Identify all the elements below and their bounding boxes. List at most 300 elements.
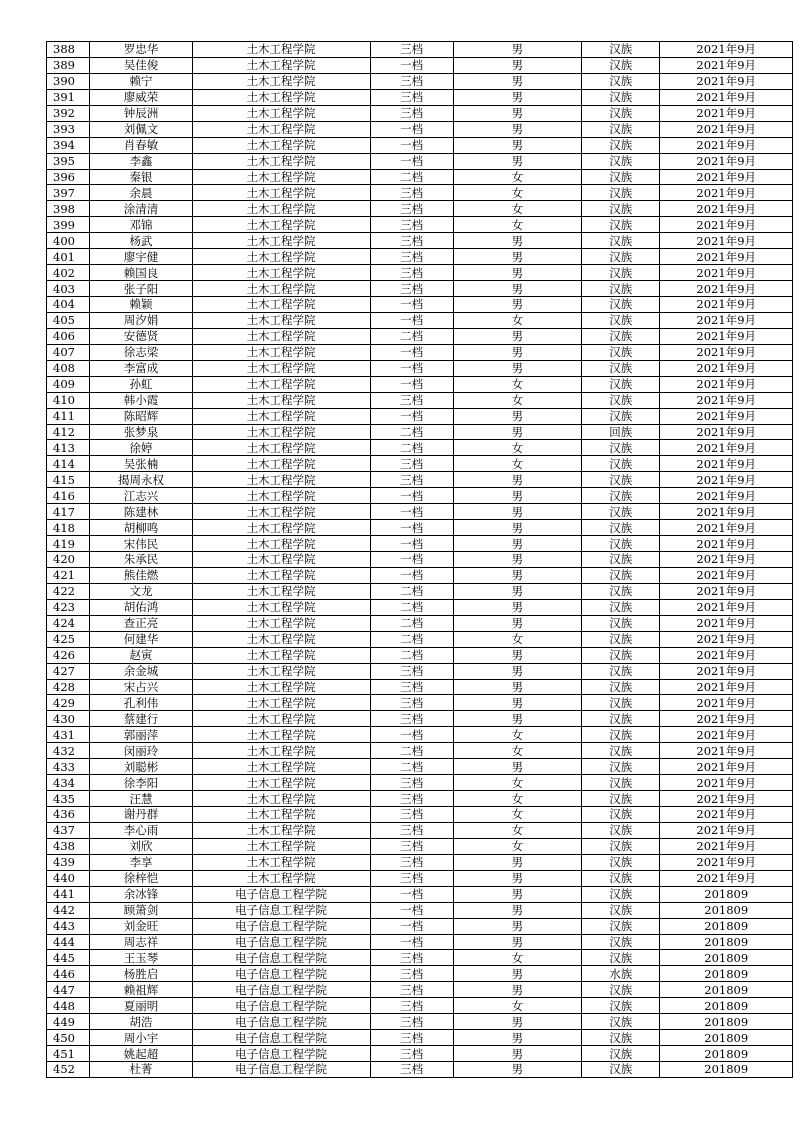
grade-level-cell: 三档: [370, 105, 453, 121]
enrollment-date-cell: 201809: [660, 902, 793, 918]
college-cell: 土木工程学院: [192, 583, 370, 599]
ethnicity-cell: 汉族: [582, 105, 660, 121]
grade-level-cell: 三档: [370, 982, 453, 998]
serial-number-cell: 414: [47, 456, 90, 472]
enrollment-date-cell: 2021年9月: [660, 121, 793, 137]
college-cell: 土木工程学院: [192, 121, 370, 137]
table-row: [47, 1062, 793, 1078]
college-cell: 土木工程学院: [192, 775, 370, 791]
table-body: [47, 42, 793, 1078]
ethnicity-cell: 汉族: [582, 536, 660, 552]
grade-level-cell: 二档: [370, 583, 453, 599]
table-row: [47, 982, 793, 998]
gender-cell: 男: [453, 599, 581, 615]
enrollment-date-cell: 2021年9月: [660, 408, 793, 424]
enrollment-date-cell: 2021年9月: [660, 440, 793, 456]
grade-level-cell: 一档: [370, 886, 453, 902]
ethnicity-cell: 汉族: [582, 679, 660, 695]
table-row: [47, 153, 793, 169]
college-cell: 电子信息工程学院: [192, 1062, 370, 1078]
enrollment-date-cell: 201809: [660, 918, 793, 934]
college-cell: 土木工程学院: [192, 169, 370, 185]
enrollment-date-cell: 2021年9月: [660, 360, 793, 376]
table-row: [47, 647, 793, 663]
ethnicity-cell: 汉族: [582, 312, 660, 328]
gender-cell: 女: [453, 807, 581, 823]
gender-cell: 男: [453, 42, 581, 58]
enrollment-date-cell: 2021年9月: [660, 185, 793, 201]
ethnicity-cell: 汉族: [582, 950, 660, 966]
gender-cell: 男: [453, 679, 581, 695]
table-row: [47, 583, 793, 599]
gender-cell: 男: [453, 647, 581, 663]
ethnicity-cell: 汉族: [582, 440, 660, 456]
name-cell: 陈建林: [90, 504, 192, 520]
name-cell: 杜菁: [90, 1062, 192, 1078]
serial-number-cell: 437: [47, 822, 90, 838]
grade-level-cell: 三档: [370, 1062, 453, 1078]
name-cell: 邓锦: [90, 217, 192, 233]
table-row: [47, 934, 793, 950]
serial-number-cell: 444: [47, 934, 90, 950]
serial-number-cell: 395: [47, 153, 90, 169]
table-row: [47, 567, 793, 583]
serial-number-cell: 401: [47, 249, 90, 265]
gender-cell: 女: [453, 822, 581, 838]
enrollment-date-cell: 2021年9月: [660, 822, 793, 838]
college-cell: 土木工程学院: [192, 488, 370, 504]
gender-cell: 男: [453, 121, 581, 137]
name-cell: 蔡建行: [90, 711, 192, 727]
name-cell: 周小宇: [90, 1030, 192, 1046]
serial-number-cell: 394: [47, 137, 90, 153]
enrollment-date-cell: 2021年9月: [660, 265, 793, 281]
gender-cell: 男: [453, 663, 581, 679]
enrollment-date-cell: 201809: [660, 1062, 793, 1078]
grade-level-cell: 一档: [370, 153, 453, 169]
gender-cell: 男: [453, 902, 581, 918]
serial-number-cell: 449: [47, 1014, 90, 1030]
gender-cell: 男: [453, 966, 581, 982]
gender-cell: 男: [453, 153, 581, 169]
college-cell: 土木工程学院: [192, 472, 370, 488]
name-cell: 廖宇健: [90, 249, 192, 265]
grade-level-cell: 三档: [370, 711, 453, 727]
gender-cell: 男: [453, 536, 581, 552]
enrollment-date-cell: 2021年9月: [660, 89, 793, 105]
college-cell: 土木工程学院: [192, 838, 370, 854]
table-row: [47, 89, 793, 105]
table-row: [47, 376, 793, 392]
table-row: [47, 297, 793, 313]
name-cell: 孔利伟: [90, 695, 192, 711]
gender-cell: 男: [453, 504, 581, 520]
name-cell: 韩小霞: [90, 392, 192, 408]
college-cell: 土木工程学院: [192, 599, 370, 615]
serial-number-cell: 406: [47, 328, 90, 344]
enrollment-date-cell: 2021年9月: [660, 727, 793, 743]
table-row: [47, 440, 793, 456]
name-cell: 汪慧: [90, 791, 192, 807]
serial-number-cell: 421: [47, 567, 90, 583]
ethnicity-cell: 汉族: [582, 631, 660, 647]
enrollment-date-cell: 2021年9月: [660, 233, 793, 249]
name-cell: 张子阳: [90, 281, 192, 297]
grade-level-cell: 三档: [370, 265, 453, 281]
name-cell: 文龙: [90, 583, 192, 599]
gender-cell: 男: [453, 1062, 581, 1078]
table-row: [47, 344, 793, 360]
college-cell: 土木工程学院: [192, 137, 370, 153]
grade-level-cell: 一档: [370, 57, 453, 73]
ethnicity-cell: 汉族: [582, 934, 660, 950]
grade-level-cell: 三档: [370, 679, 453, 695]
name-cell: 吴佳俊: [90, 57, 192, 73]
college-cell: 土木工程学院: [192, 567, 370, 583]
gender-cell: 女: [453, 775, 581, 791]
gender-cell: 女: [453, 838, 581, 854]
serial-number-cell: 443: [47, 918, 90, 934]
enrollment-date-cell: 2021年9月: [660, 105, 793, 121]
ethnicity-cell: 汉族: [582, 838, 660, 854]
ethnicity-cell: 汉族: [582, 663, 660, 679]
serial-number-cell: 448: [47, 998, 90, 1014]
gender-cell: 男: [453, 89, 581, 105]
name-cell: 余金城: [90, 663, 192, 679]
enrollment-date-cell: 2021年9月: [660, 201, 793, 217]
name-cell: 闵丽玲: [90, 743, 192, 759]
grade-level-cell: 三档: [370, 870, 453, 886]
table-row: [47, 488, 793, 504]
name-cell: 胡佑鸿: [90, 599, 192, 615]
name-cell: 李心雨: [90, 822, 192, 838]
grade-level-cell: 二档: [370, 743, 453, 759]
serial-number-cell: 405: [47, 312, 90, 328]
college-cell: 土木工程学院: [192, 759, 370, 775]
college-cell: 电子信息工程学院: [192, 950, 370, 966]
ethnicity-cell: 汉族: [582, 89, 660, 105]
enrollment-date-cell: 2021年9月: [660, 328, 793, 344]
enrollment-date-cell: 2021年9月: [660, 567, 793, 583]
grade-level-cell: 一档: [370, 552, 453, 568]
gender-cell: 男: [453, 233, 581, 249]
table-row: [47, 791, 793, 807]
gender-cell: 女: [453, 998, 581, 1014]
grade-level-cell: 三档: [370, 838, 453, 854]
table-row: [47, 599, 793, 615]
table-row: [47, 169, 793, 185]
ethnicity-cell: 汉族: [582, 1030, 660, 1046]
table-row: [47, 663, 793, 679]
name-cell: 刘欣: [90, 838, 192, 854]
grade-level-cell: 一档: [370, 727, 453, 743]
ethnicity-cell: 汉族: [582, 918, 660, 934]
enrollment-date-cell: 2021年9月: [660, 552, 793, 568]
enrollment-date-cell: 201809: [660, 982, 793, 998]
college-cell: 土木工程学院: [192, 663, 370, 679]
gender-cell: 男: [453, 552, 581, 568]
enrollment-date-cell: 201809: [660, 886, 793, 902]
name-cell: 郭丽萍: [90, 727, 192, 743]
table-row: [47, 711, 793, 727]
grade-level-cell: 一档: [370, 297, 453, 313]
table-row: [47, 966, 793, 982]
grade-level-cell: 三档: [370, 950, 453, 966]
table-row: [47, 870, 793, 886]
college-cell: 土木工程学院: [192, 743, 370, 759]
college-cell: 土木工程学院: [192, 679, 370, 695]
enrollment-date-cell: 201809: [660, 1030, 793, 1046]
name-cell: 肖春敏: [90, 137, 192, 153]
grade-level-cell: 一档: [370, 121, 453, 137]
serial-number-cell: 407: [47, 344, 90, 360]
grade-level-cell: 一档: [370, 344, 453, 360]
gender-cell: 男: [453, 105, 581, 121]
serial-number-cell: 412: [47, 424, 90, 440]
table-row: [47, 886, 793, 902]
ethnicity-cell: 汉族: [582, 376, 660, 392]
serial-number-cell: 397: [47, 185, 90, 201]
ethnicity-cell: 汉族: [582, 886, 660, 902]
ethnicity-cell: 汉族: [582, 488, 660, 504]
gender-cell: 男: [453, 934, 581, 950]
name-cell: 陈昭辉: [90, 408, 192, 424]
college-cell: 土木工程学院: [192, 711, 370, 727]
ethnicity-cell: 汉族: [582, 297, 660, 313]
ethnicity-cell: 汉族: [582, 727, 660, 743]
table-row: [47, 137, 793, 153]
ethnicity-cell: 汉族: [582, 137, 660, 153]
gender-cell: 女: [453, 312, 581, 328]
serial-number-cell: 433: [47, 759, 90, 775]
name-cell: 查正亮: [90, 615, 192, 631]
table-row: [47, 950, 793, 966]
ethnicity-cell: 汉族: [582, 1014, 660, 1030]
ethnicity-cell: 汉族: [582, 775, 660, 791]
table-row: [47, 807, 793, 823]
gender-cell: 男: [453, 567, 581, 583]
serial-number-cell: 445: [47, 950, 90, 966]
gender-cell: 男: [453, 982, 581, 998]
grade-level-cell: 一档: [370, 934, 453, 950]
table-row: [47, 727, 793, 743]
table-row: [47, 520, 793, 536]
name-cell: 吴张楠: [90, 456, 192, 472]
name-cell: 刘佩文: [90, 121, 192, 137]
table-row: [47, 249, 793, 265]
serial-number-cell: 427: [47, 663, 90, 679]
college-cell: 土木工程学院: [192, 57, 370, 73]
grade-level-cell: 三档: [370, 966, 453, 982]
ethnicity-cell: 汉族: [582, 647, 660, 663]
college-cell: 土木工程学院: [192, 233, 370, 249]
enrollment-date-cell: 201809: [660, 966, 793, 982]
gender-cell: 男: [453, 424, 581, 440]
grade-level-cell: 一档: [370, 312, 453, 328]
ethnicity-cell: 汉族: [582, 854, 660, 870]
name-cell: 夏丽明: [90, 998, 192, 1014]
enrollment-date-cell: 2021年9月: [660, 775, 793, 791]
table-row: [47, 1014, 793, 1030]
ethnicity-cell: 汉族: [582, 217, 660, 233]
ethnicity-cell: 汉族: [582, 169, 660, 185]
name-cell: 涂清清: [90, 201, 192, 217]
college-cell: 土木工程学院: [192, 408, 370, 424]
grade-level-cell: 一档: [370, 918, 453, 934]
enrollment-date-cell: 2021年9月: [660, 217, 793, 233]
table-row: [47, 743, 793, 759]
grade-level-cell: 一档: [370, 536, 453, 552]
enrollment-date-cell: 2021年9月: [660, 169, 793, 185]
ethnicity-cell: 汉族: [582, 121, 660, 137]
name-cell: 宋伟民: [90, 536, 192, 552]
college-cell: 土木工程学院: [192, 791, 370, 807]
name-cell: 余冰锋: [90, 886, 192, 902]
serial-number-cell: 413: [47, 440, 90, 456]
grade-level-cell: 一档: [370, 504, 453, 520]
serial-number-cell: 388: [47, 42, 90, 58]
gender-cell: 男: [453, 886, 581, 902]
serial-number-cell: 428: [47, 679, 90, 695]
college-cell: 土木工程学院: [192, 727, 370, 743]
college-cell: 电子信息工程学院: [192, 1046, 370, 1062]
college-cell: 土木工程学院: [192, 456, 370, 472]
serial-number-cell: 430: [47, 711, 90, 727]
name-cell: 谢丹群: [90, 807, 192, 823]
serial-number-cell: 389: [47, 57, 90, 73]
ethnicity-cell: 水族: [582, 966, 660, 982]
enrollment-date-cell: 2021年9月: [660, 42, 793, 58]
serial-number-cell: 402: [47, 265, 90, 281]
enrollment-date-cell: 2021年9月: [660, 599, 793, 615]
table-row: [47, 408, 793, 424]
table-row: [47, 472, 793, 488]
ethnicity-cell: 汉族: [582, 982, 660, 998]
ethnicity-cell: 汉族: [582, 185, 660, 201]
name-cell: 宋占兴: [90, 679, 192, 695]
name-cell: 赵寅: [90, 647, 192, 663]
ethnicity-cell: 汉族: [582, 1046, 660, 1062]
enrollment-date-cell: 201809: [660, 998, 793, 1014]
ethnicity-cell: 汉族: [582, 472, 660, 488]
ethnicity-cell: 汉族: [582, 201, 660, 217]
college-cell: 土木工程学院: [192, 360, 370, 376]
serial-number-cell: 452: [47, 1062, 90, 1078]
ethnicity-cell: 汉族: [582, 711, 660, 727]
gender-cell: 男: [453, 854, 581, 870]
gender-cell: 男: [453, 615, 581, 631]
enrollment-date-cell: 201809: [660, 1014, 793, 1030]
name-cell: 徐婷: [90, 440, 192, 456]
name-cell: 赖颖: [90, 297, 192, 313]
table-row: [47, 281, 793, 297]
enrollment-date-cell: 2021年9月: [660, 249, 793, 265]
enrollment-date-cell: 2021年9月: [660, 312, 793, 328]
grade-level-cell: 三档: [370, 663, 453, 679]
enrollment-date-cell: 2021年9月: [660, 615, 793, 631]
name-cell: 刘聪彬: [90, 759, 192, 775]
grade-level-cell: 三档: [370, 775, 453, 791]
gender-cell: 女: [453, 217, 581, 233]
college-cell: 土木工程学院: [192, 536, 370, 552]
table-row: [47, 822, 793, 838]
college-cell: 土木工程学院: [192, 695, 370, 711]
grade-level-cell: 二档: [370, 424, 453, 440]
table-row: [47, 233, 793, 249]
gender-cell: 男: [453, 297, 581, 313]
serial-number-cell: 439: [47, 854, 90, 870]
college-cell: 电子信息工程学院: [192, 982, 370, 998]
enrollment-date-cell: 201809: [660, 934, 793, 950]
table-row: [47, 265, 793, 281]
college-cell: 土木工程学院: [192, 344, 370, 360]
gender-cell: 女: [453, 791, 581, 807]
ethnicity-cell: 汉族: [582, 615, 660, 631]
table-row: [47, 536, 793, 552]
gender-cell: 男: [453, 328, 581, 344]
enrollment-date-cell: 2021年9月: [660, 153, 793, 169]
gender-cell: 男: [453, 281, 581, 297]
ethnicity-cell: 汉族: [582, 822, 660, 838]
serial-number-cell: 415: [47, 472, 90, 488]
college-cell: 土木工程学院: [192, 854, 370, 870]
serial-number-cell: 423: [47, 599, 90, 615]
serial-number-cell: 416: [47, 488, 90, 504]
serial-number-cell: 404: [47, 297, 90, 313]
serial-number-cell: 431: [47, 727, 90, 743]
name-cell: 杨武: [90, 233, 192, 249]
table-row: [47, 392, 793, 408]
grade-level-cell: 三档: [370, 281, 453, 297]
gender-cell: 女: [453, 950, 581, 966]
table-row: [47, 57, 793, 73]
table-row: [47, 424, 793, 440]
enrollment-date-cell: 2021年9月: [660, 488, 793, 504]
college-cell: 电子信息工程学院: [192, 886, 370, 902]
gender-cell: 男: [453, 360, 581, 376]
table-row: [47, 456, 793, 472]
ethnicity-cell: 汉族: [582, 791, 660, 807]
gender-cell: 男: [453, 344, 581, 360]
enrollment-date-cell: 2021年9月: [660, 743, 793, 759]
table-row: [47, 838, 793, 854]
name-cell: 揭周永权: [90, 472, 192, 488]
gender-cell: 女: [453, 727, 581, 743]
serial-number-cell: 436: [47, 807, 90, 823]
grade-level-cell: 三档: [370, 695, 453, 711]
name-cell: 李享: [90, 854, 192, 870]
name-cell: 赖宁: [90, 73, 192, 89]
enrollment-date-cell: 2021年9月: [660, 838, 793, 854]
serial-number-cell: 441: [47, 886, 90, 902]
ethnicity-cell: 汉族: [582, 408, 660, 424]
enrollment-date-cell: 2021年9月: [660, 57, 793, 73]
ethnicity-cell: 汉族: [582, 902, 660, 918]
enrollment-date-cell: 2021年9月: [660, 647, 793, 663]
name-cell: 张梦泉: [90, 424, 192, 440]
grade-level-cell: 三档: [370, 807, 453, 823]
serial-number-cell: 399: [47, 217, 90, 233]
gender-cell: 女: [453, 631, 581, 647]
ethnicity-cell: 汉族: [582, 344, 660, 360]
grade-level-cell: 二档: [370, 615, 453, 631]
enrollment-date-cell: 2021年9月: [660, 281, 793, 297]
enrollment-date-cell: 2021年9月: [660, 504, 793, 520]
enrollment-date-cell: 2021年9月: [660, 456, 793, 472]
gender-cell: 女: [453, 376, 581, 392]
table-row: [47, 217, 793, 233]
serial-number-cell: 411: [47, 408, 90, 424]
